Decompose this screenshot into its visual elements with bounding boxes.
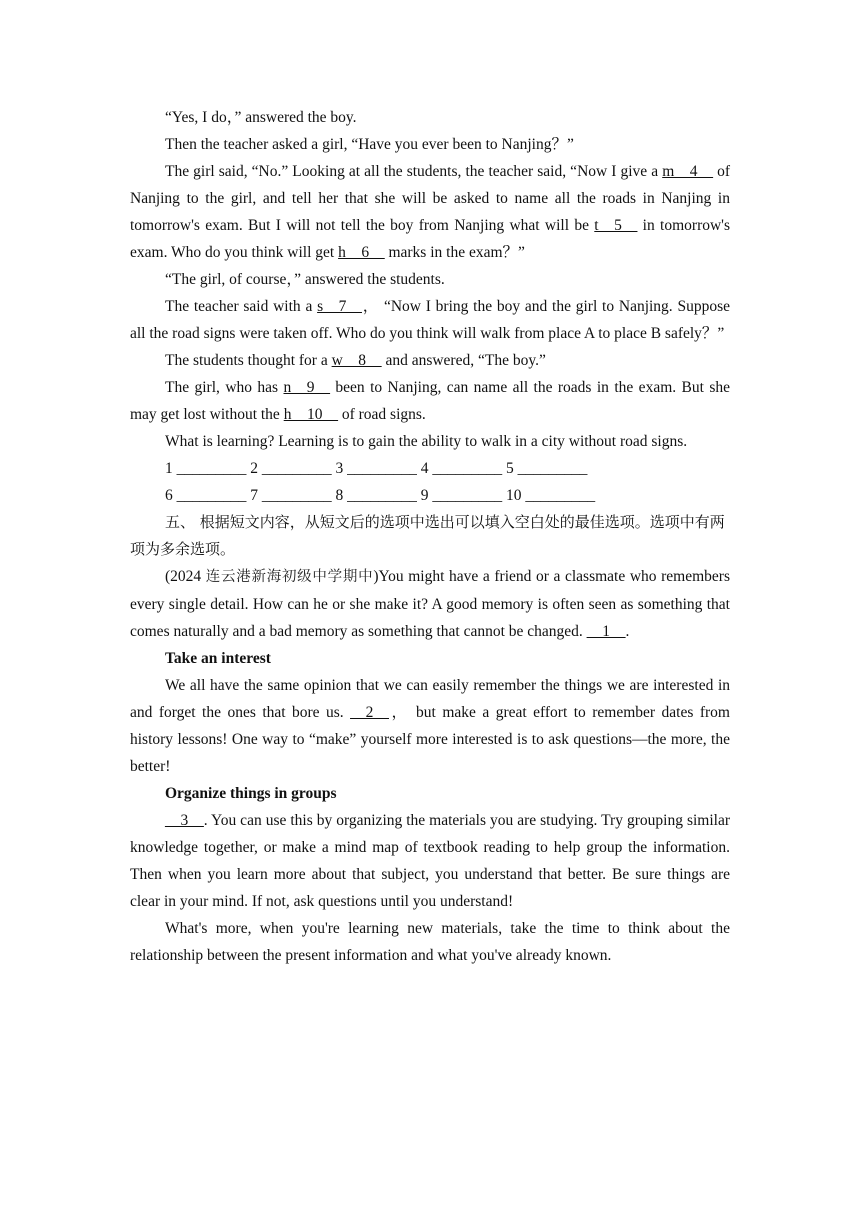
- blank-4: m__4__: [662, 163, 714, 180]
- paragraph-map: [130, 158, 730, 266]
- document-page: [130, 104, 730, 969]
- dialogue-line-teacher: Then the teacher asked a girl, “Have you ever been to Nanjing？”: [165, 136, 574, 153]
- text: .: [625, 623, 630, 640]
- blank-10: h__10__: [283, 406, 338, 423]
- paragraph-learning: What is learning? Learning is to gain the ability to walk in a city without road signs.: [165, 433, 688, 450]
- text: )You might have a friend or a classmate who remembers every single detail. How can he or she make it? A good memory is often seen as something that comes naturally and a bad memory as something that cannot be changed.: [130, 568, 731, 640]
- dialogue-line-boy: “Yes, I do，” answered the boy.: [165, 109, 357, 126]
- paragraph-interest: [130, 672, 730, 780]
- text: We all have the same opinion that we can easily remember the things we are interested in and forget the ones that bore us.: [130, 677, 730, 721]
- blank-1: __1__: [586, 623, 626, 640]
- text: ， “Now I bring the boy and the girl to Nanjing. Suppose all the road signs were taken off. Who do you think will walk from place A to place B safely？”: [130, 298, 730, 342]
- text: ， but make a great effort to remember dates from history lessons! One way to “make” yourself more interested is to ask questions—the more, the better!: [130, 704, 730, 775]
- text: The girl said, “No.” Looking at all the students, the teacher said, “Now I give a: [165, 163, 663, 180]
- text: marks in the exam？”: [384, 244, 525, 261]
- text: of road signs.: [337, 406, 426, 423]
- paragraph-girl: [130, 374, 730, 428]
- subheading-organize: Organize things in groups: [165, 785, 337, 802]
- paragraph-organize: [130, 807, 730, 915]
- subheading-take-interest: Take an interest: [165, 650, 271, 667]
- text: The teacher said with a: [165, 298, 318, 315]
- blank-5: t__5__: [594, 217, 638, 234]
- text: The students thought for a: [165, 352, 332, 369]
- text: and answered, “The boy.”: [381, 352, 546, 369]
- dialogue-line-students: “The girl, of course，” answered the students.: [165, 271, 445, 288]
- text: The girl, who has: [165, 379, 284, 396]
- blank-3: __3__: [165, 812, 204, 829]
- text: in tomorrow's exam. Who do you think will get: [130, 217, 730, 261]
- blank-8: w__8__: [331, 352, 382, 369]
- text: . You can use this by organizing the materials you are studying. Try grouping similar knowledge together, or make a mind map of textbook reading to help group the information. Then when you learn more about that subject, you understand that better. Be sure things are clear in your mind. If not, ask questions until you understand!: [130, 812, 730, 910]
- answer-row-1: 1 _________ 2 _________ 3 _________ 4 _________ 5 _________: [165, 460, 588, 477]
- answer-row-2: 6 _________ 7 _________ 8 _________ 9 _________ 10 _________: [165, 487, 596, 504]
- section-heading: 五、 根据短文内容，从短文后的选项中选出可以填入空白处的最佳选项。选项中有两项为多余选项。: [130, 513, 725, 558]
- paragraph-whats-more: What's more, when you're learning new materials, take the time to think about the relationship between the present information and what you've already known.: [130, 920, 730, 964]
- blank-9: n__9__: [283, 379, 330, 396]
- paragraph-students-answer: [130, 347, 730, 374]
- text: of Nanjing to the girl, and tell her that she will be asked to name all the roads in Nanjing in tomorrow's exam. But I will not tell the boy from Nanjing what will be: [130, 163, 730, 234]
- text: (2024: [165, 568, 206, 585]
- text: been to Nanjing, can name all the roads in the exam. But she may get lost without the: [130, 379, 730, 423]
- source-label: 连云港新海初级中学期中: [205, 569, 374, 585]
- paragraph-road-signs: [130, 293, 730, 347]
- paragraph-intro: [130, 563, 730, 645]
- blank-2: __2__: [350, 704, 389, 721]
- blank-6: h__6__: [338, 244, 385, 261]
- blank-7: s__7__: [317, 298, 362, 315]
